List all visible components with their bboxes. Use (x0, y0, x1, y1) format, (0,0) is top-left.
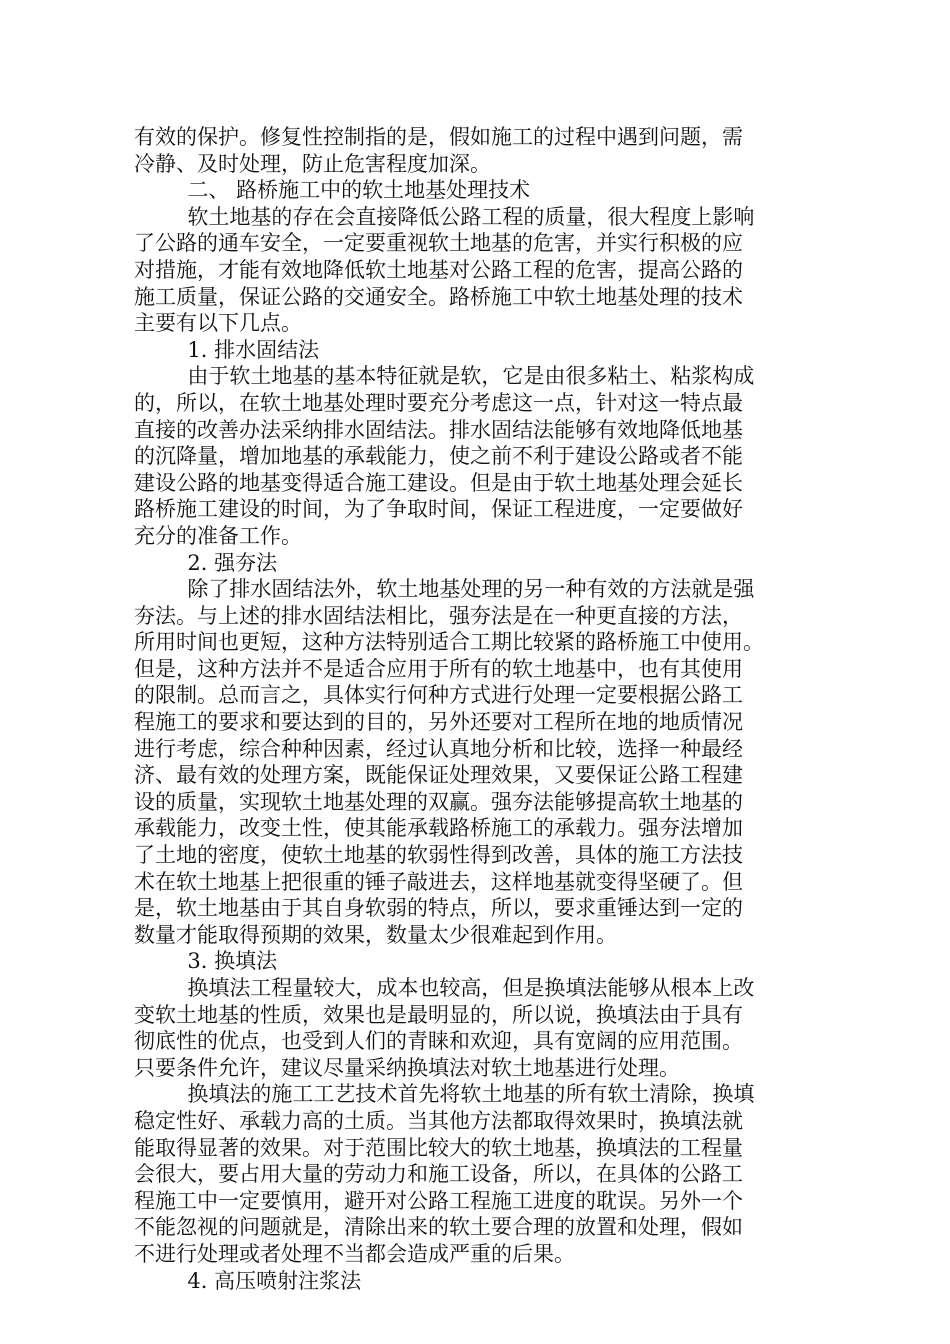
text-line: 对措施，才能有效地降低软土地基对公路工程的危害，提高公路的 (134, 257, 743, 282)
subsection-heading: 4. 高压喷射注浆法 (134, 1268, 362, 1293)
text-line: 承载能力，改变土性，使其能承载路桥施工的承载力。强夯法增加 (134, 816, 743, 841)
text-line: 施工质量，保证公路的交通安全。路桥施工中软土地基处理的技术 (134, 284, 743, 309)
text-line: 能取得显著的效果。对于范围比较大的软土地基，换填法的工程量 (134, 1135, 743, 1160)
text-line: 济、最有效的处理方案，既能保证处理效果，又要保证公路工程建 (134, 763, 743, 788)
text-line: 彻底性的优点，也受到人们的青睐和欢迎，具有宽阔的应用范围。 (134, 1029, 743, 1054)
text-line: 路桥施工建设的时间，为了争取时间，保证工程进度，一定要做好 (134, 497, 743, 522)
text-line: 会很大，要占用大量的劳动力和施工设备，所以，在具体的公路工 (134, 1162, 743, 1187)
text-line: 只要条件允许，建议尽量采纳换填法对软土地基进行处理。 (134, 1055, 680, 1080)
text-line: 换填法的施工工艺技术首先将软土地基的所有软土清除，换填 (134, 1082, 755, 1107)
text-line: 软土地基的存在会直接降低公路工程的质量，很大程度上影响 (134, 204, 755, 229)
text-line: 进行考虑，综合种种因素，经过认真地分析和比较，选择一种最经 (134, 736, 743, 761)
text-line: 除了排水固结法外，软土地基处理的另一种有效的方法就是强 (134, 577, 755, 602)
text-line: 建设公路的地基变得适合施工建设。但是由于软土地基处理会延长 (134, 470, 743, 495)
section-heading: 二、 路桥施工中的软土地基处理技术 (134, 178, 531, 203)
text-line: 的，所以，在软土地基处理时要充分考虑这一点，针对这一特点最 (134, 390, 743, 415)
text-line: 主要有以下几点。 (134, 311, 302, 336)
text-line: 程施工的要求和要达到的目的，另外还要对工程所在地的地质情况 (134, 710, 743, 735)
text-line: 不能忽视的问题就是，清除出来的软土要合理的放置和处理，假如 (134, 1215, 743, 1240)
text-line: 所用时间也更短，这种方法特别适合工期比较紧的路桥施工中使用。 (134, 630, 764, 655)
text-line: 充分的准备工作。 (134, 523, 302, 548)
text-line: 的沉降量，增加地基的承载能力，使之前不利于建设公路或者不能 (134, 444, 743, 469)
text-line: 稳定性好、承载力高的土质。当其他方法都取得效果时，换填法就 (134, 1108, 743, 1133)
text-line: 是，软土地基由于其自身软弱的特点，所以，要求重锤达到一定的 (134, 896, 743, 921)
text-line: 变软土地基的性质，效果也是最明显的，所以说，换填法由于具有 (134, 1002, 743, 1027)
subsection-heading: 2. 强夯法 (134, 550, 278, 575)
text-line: 不进行处理或者处理不当都会造成严重的后果。 (134, 1241, 575, 1266)
text-line: 直接的改善办法采纳排水固结法。排水固结法能够有效地降低地基 (134, 417, 743, 442)
text-line: 术在软土地基上把很重的锤子敲进去，这样地基就变得坚硬了。但 (134, 869, 743, 894)
text-line: 有效的保护。修复性控制指的是，假如施工的过程中遇到问题，需 (134, 125, 743, 149)
text-line: 但是，这种方法并不是适合应用于所有的软土地基中，也有其使用 (134, 656, 743, 681)
text-line: 由于软土地基的基本特征就是软，它是由很多粘土、粘浆构成 (134, 364, 755, 389)
text-line: 冷静、及时处理，防止危害程度加深。 (134, 151, 491, 176)
text-line: 数量才能取得预期的效果，数量太少很难起到作用。 (134, 922, 617, 947)
text-line: 的限制。总而言之，具体实行何种方式进行处理一定要根据公路工 (134, 683, 743, 708)
text-line: 设的质量，实现软土地基处理的双赢。强夯法能够提高软土地基的 (134, 789, 743, 814)
subsection-heading: 3. 换填法 (134, 949, 278, 974)
body-text (134, 124, 814, 1294)
text-line: 夯法。与上述的排水固结法相比，强夯法是在一种更直接的方法， (134, 603, 743, 628)
text-line: 了土地的密度，使软土地基的软弱性得到改善，具体的施工方法技 (134, 843, 743, 868)
text-line: 程施工中一定要慎用，避开对公路工程施工进度的耽误。另外一个 (134, 1188, 743, 1213)
text-line: 换填法工程量较大，成本也较高，但是换填法能够从根本上改 (134, 976, 755, 1000)
text-line: 了公路的通车安全，一定要重视软土地基的危害，并实行积极的应 (134, 231, 743, 256)
subsection-heading: 1. 排水固结法 (134, 337, 320, 362)
